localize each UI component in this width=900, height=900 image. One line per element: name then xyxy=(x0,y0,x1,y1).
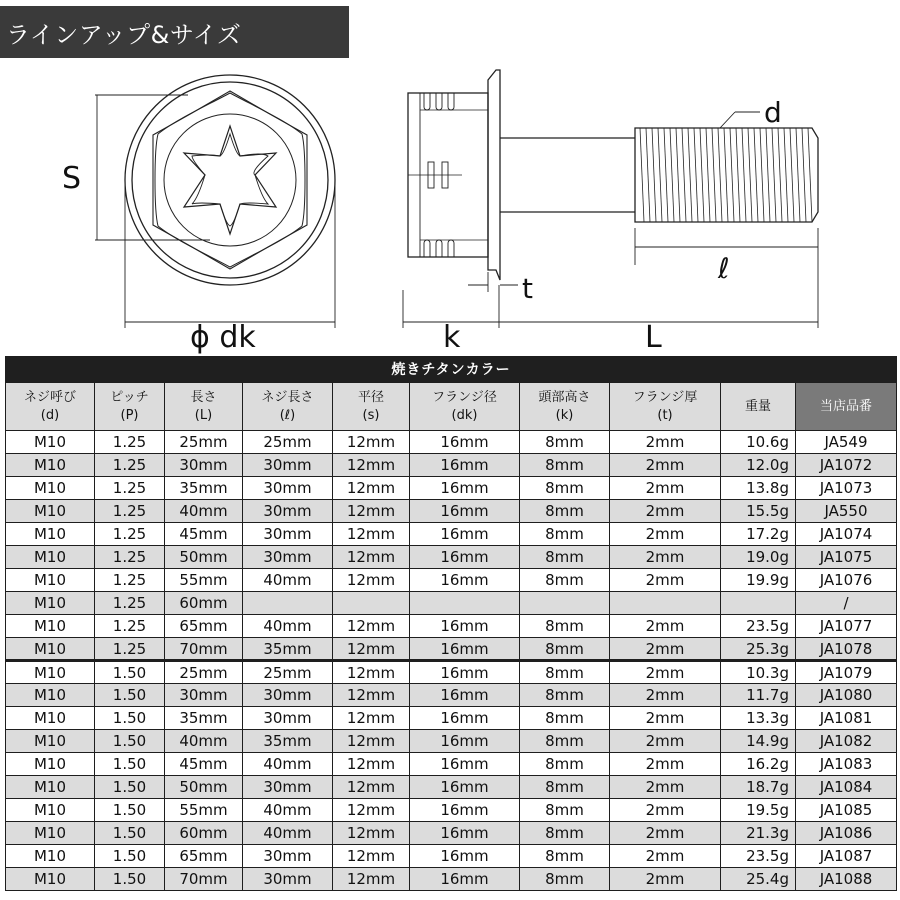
bolt-dimension-diagram xyxy=(0,60,900,356)
table-cell: JA1072 xyxy=(796,454,897,477)
thread-line xyxy=(724,128,728,222)
table-cell: 30mm xyxy=(243,454,333,477)
table-cell: 1.25 xyxy=(95,615,165,638)
table-cell: JA549 xyxy=(796,431,897,454)
table-cell: 45mm xyxy=(165,753,243,776)
table-cell: 16mm xyxy=(410,707,520,730)
table-row xyxy=(6,776,897,799)
table-cell: 35mm xyxy=(165,477,243,500)
table-cell: 10.3g xyxy=(721,661,796,684)
table-cell: M10 xyxy=(6,845,95,868)
thread-line xyxy=(682,128,686,222)
thread-line xyxy=(742,128,746,222)
table-cell: 16mm xyxy=(410,454,520,477)
table-row xyxy=(6,454,897,477)
table-cell: 2mm xyxy=(610,569,721,592)
table-row xyxy=(6,523,897,546)
table-cell: 55mm xyxy=(165,569,243,592)
table-cell: M10 xyxy=(6,753,95,776)
table-cell: 16mm xyxy=(410,753,520,776)
column-header xyxy=(95,383,165,431)
table-cell: 8mm xyxy=(520,776,610,799)
table-cell: 35mm xyxy=(243,638,333,661)
table-cell: 8mm xyxy=(520,638,610,661)
table-cell: 8mm xyxy=(520,661,610,684)
table-cell: 40mm xyxy=(243,615,333,638)
table-cell: 35mm xyxy=(243,730,333,753)
table-cell: 8mm xyxy=(520,868,610,891)
table-cell: 1.50 xyxy=(95,868,165,891)
table-cell: M10 xyxy=(6,454,95,477)
table-cell: 12mm xyxy=(333,454,410,477)
spec-table xyxy=(5,356,897,891)
thread-line xyxy=(658,128,662,222)
table-cell: 1.25 xyxy=(95,431,165,454)
table-row xyxy=(6,730,897,753)
table-cell: 2mm xyxy=(610,776,721,799)
thread-line xyxy=(676,128,680,222)
table-row xyxy=(6,546,897,569)
table-cell: 16mm xyxy=(410,523,520,546)
column-header-label: フランジ厚 xyxy=(632,389,698,405)
table-cell: 16mm xyxy=(410,546,520,569)
label-d: d xyxy=(764,96,782,129)
table-cell: 1.50 xyxy=(95,707,165,730)
table-cell: 16mm xyxy=(410,730,520,753)
table-cell: 8mm xyxy=(520,477,610,500)
table-cell: 25mm xyxy=(243,431,333,454)
column-header xyxy=(410,383,520,431)
table-cell: 16mm xyxy=(410,431,520,454)
thread-line xyxy=(670,128,674,222)
thread-line xyxy=(802,128,806,222)
table-cell: 13.3g xyxy=(721,707,796,730)
table-cell: 12mm xyxy=(333,753,410,776)
table-cell: 16mm xyxy=(410,776,520,799)
table-cell: M10 xyxy=(6,684,95,707)
thread-line xyxy=(736,128,740,222)
column-header xyxy=(165,383,243,431)
table-cell: 60mm xyxy=(165,822,243,845)
table-cell: 2mm xyxy=(610,707,721,730)
thread-line xyxy=(784,128,788,222)
table-cell: JA1075 xyxy=(796,546,897,569)
table-cell: 1.50 xyxy=(95,730,165,753)
table-cell: 12mm xyxy=(333,661,410,684)
table-cell: 15.5g xyxy=(721,500,796,523)
table-row xyxy=(6,661,897,684)
table-cell: / xyxy=(796,592,897,615)
thread-line xyxy=(718,128,722,222)
table-cell: 16mm xyxy=(410,822,520,845)
table-cell xyxy=(721,592,796,615)
column-header-label: 当店品番 xyxy=(819,398,872,414)
table-cell: M10 xyxy=(6,569,95,592)
table-cell: 1.50 xyxy=(95,684,165,707)
column-header xyxy=(610,383,721,431)
table-cell: 12.0g xyxy=(721,454,796,477)
label-s: S xyxy=(62,161,82,196)
table-cell: 70mm xyxy=(165,868,243,891)
thread-line xyxy=(688,128,692,222)
table-cell: 16mm xyxy=(410,477,520,500)
table-cell: 16mm xyxy=(410,569,520,592)
table-cell: M10 xyxy=(6,500,95,523)
column-header-symbol: (ℓ) xyxy=(279,407,296,423)
table-cell: 30mm xyxy=(243,684,333,707)
thread-line xyxy=(778,128,782,222)
table-cell: 19.5g xyxy=(721,799,796,822)
thread-line xyxy=(664,128,668,222)
table-cell: JA1074 xyxy=(796,523,897,546)
table-cell: 40mm xyxy=(165,500,243,523)
table-cell: 1.50 xyxy=(95,776,165,799)
table-cell: 12mm xyxy=(333,776,410,799)
table-cell: 25mm xyxy=(243,661,333,684)
column-header xyxy=(6,383,95,431)
table-cell: 8mm xyxy=(520,500,610,523)
label-dk: ϕ dk xyxy=(190,320,256,355)
bolt-drawing xyxy=(0,60,900,356)
table-cell: 40mm xyxy=(243,753,333,776)
bolt-head-top-view xyxy=(95,75,335,328)
table-cell: 12mm xyxy=(333,822,410,845)
column-header xyxy=(796,383,897,431)
column-header-label: ピッチ xyxy=(110,389,149,405)
column-header-symbol: (s) xyxy=(362,407,380,423)
table-cell: 16mm xyxy=(410,500,520,523)
table-cell: 2mm xyxy=(610,477,721,500)
table-cell: JA1084 xyxy=(796,776,897,799)
table-cell: 14.9g xyxy=(721,730,796,753)
table-cell: 16mm xyxy=(410,799,520,822)
table-cell: JA1088 xyxy=(796,868,897,891)
thread-line xyxy=(700,128,704,222)
table-cell: 30mm xyxy=(243,845,333,868)
table-cell: 12mm xyxy=(333,799,410,822)
table-cell: M10 xyxy=(6,546,95,569)
table-row xyxy=(6,477,897,500)
table-cell: 2mm xyxy=(610,615,721,638)
table-row xyxy=(6,684,897,707)
table-cell: 40mm xyxy=(243,799,333,822)
table-cell: 25mm xyxy=(165,661,243,684)
table-cell: 1.50 xyxy=(95,753,165,776)
table-cell: 2mm xyxy=(610,822,721,845)
table-cell: 13.8g xyxy=(721,477,796,500)
table-cell: 2mm xyxy=(610,454,721,477)
column-header xyxy=(333,383,410,431)
table-cell xyxy=(610,592,721,615)
thread-line xyxy=(652,128,656,222)
table-cell: M10 xyxy=(6,730,95,753)
table-cell: 12mm xyxy=(333,477,410,500)
table-cell: 2mm xyxy=(610,684,721,707)
section-title: ラインアップ&サイズ xyxy=(6,20,242,49)
table-cell: 8mm xyxy=(520,684,610,707)
column-header-symbol: (k) xyxy=(555,407,574,423)
table-cell: 1.50 xyxy=(95,822,165,845)
table-cell: 40mm xyxy=(243,569,333,592)
table-cell: 2mm xyxy=(610,523,721,546)
table-cell: 40mm xyxy=(165,730,243,753)
column-header xyxy=(721,383,796,431)
table-cell: 50mm xyxy=(165,546,243,569)
table-row xyxy=(6,615,897,638)
table-cell: M10 xyxy=(6,868,95,891)
table-caption: 焼きチタンカラー xyxy=(6,357,897,383)
table-cell: 25mm xyxy=(165,431,243,454)
column-header-symbol: (dk) xyxy=(451,407,478,423)
thread-line xyxy=(760,128,764,222)
table-cell: 16.2g xyxy=(721,753,796,776)
table-cell: JA1082 xyxy=(796,730,897,753)
table-cell: 70mm xyxy=(165,638,243,661)
table-cell: 12mm xyxy=(333,615,410,638)
table-cell: 16mm xyxy=(410,845,520,868)
thread-line xyxy=(712,128,716,222)
column-header-label: ネジ呼び xyxy=(23,389,76,405)
table-cell: JA1076 xyxy=(796,569,897,592)
table-cell: 8mm xyxy=(520,845,610,868)
table-cell: 30mm xyxy=(243,546,333,569)
thread-line xyxy=(754,128,758,222)
column-header-symbol: (P) xyxy=(120,407,139,423)
thread-line xyxy=(706,128,710,222)
table-cell: 2mm xyxy=(610,799,721,822)
thread-pitch-lines xyxy=(640,128,812,222)
table-cell xyxy=(410,592,520,615)
thread-line xyxy=(766,128,770,222)
table-cell: 12mm xyxy=(333,845,410,868)
table-cell: 1.50 xyxy=(95,799,165,822)
table-cell: 30mm xyxy=(243,868,333,891)
table-row xyxy=(6,822,897,845)
table-cell: 1.25 xyxy=(95,638,165,661)
table-cell: 1.50 xyxy=(95,661,165,684)
table-cell: JA1087 xyxy=(796,845,897,868)
bolt-side-view xyxy=(408,70,818,280)
table-cell: 19.0g xyxy=(721,546,796,569)
table-cell: 1.25 xyxy=(95,500,165,523)
table-row xyxy=(6,569,897,592)
table-cell: 1.25 xyxy=(95,477,165,500)
table-cell: 8mm xyxy=(520,730,610,753)
table-row xyxy=(6,868,897,891)
thread-line xyxy=(640,128,644,222)
table-cell: 8mm xyxy=(520,615,610,638)
table-cell: 1.25 xyxy=(95,569,165,592)
table-cell: JA1078 xyxy=(796,638,897,661)
table-cell: 12mm xyxy=(333,730,410,753)
table-cell: M10 xyxy=(6,822,95,845)
table-cell: 2mm xyxy=(610,868,721,891)
table-cell: 8mm xyxy=(520,707,610,730)
table-cell: 8mm xyxy=(520,799,610,822)
table-row xyxy=(6,845,897,868)
label-k: k xyxy=(443,320,461,355)
column-header-label: 重量 xyxy=(744,398,771,414)
table-cell: 55mm xyxy=(165,799,243,822)
label-L: L xyxy=(645,320,662,355)
table-cell: 21.3g xyxy=(721,822,796,845)
table-cell: 2mm xyxy=(610,845,721,868)
table-cell: 8mm xyxy=(520,569,610,592)
table-row xyxy=(6,431,897,454)
table-cell: 30mm xyxy=(243,477,333,500)
table-row xyxy=(6,753,897,776)
table-cell: 65mm xyxy=(165,615,243,638)
thread-line xyxy=(694,128,698,222)
table-cell: 1.25 xyxy=(95,546,165,569)
table-cell: 2mm xyxy=(610,431,721,454)
table-cell: JA1085 xyxy=(796,799,897,822)
table-cell: 2mm xyxy=(610,753,721,776)
table-cell xyxy=(333,592,410,615)
table-cell: 23.5g xyxy=(721,845,796,868)
table-header-row xyxy=(6,383,897,431)
table-cell: 30mm xyxy=(243,707,333,730)
table-cell: M10 xyxy=(6,431,95,454)
table-cell: 19.9g xyxy=(721,569,796,592)
thread-line xyxy=(772,128,776,222)
table-cell: 25.3g xyxy=(721,638,796,661)
table-body xyxy=(6,431,897,891)
column-header-label: ネジ長さ xyxy=(261,389,314,405)
column-header-label: 平径 xyxy=(357,389,384,405)
table-cell: 18.7g xyxy=(721,776,796,799)
table-cell: 16mm xyxy=(410,868,520,891)
table-cell: 50mm xyxy=(165,776,243,799)
table-cell: 2mm xyxy=(610,500,721,523)
table-cell: 25.4g xyxy=(721,868,796,891)
table-cell: JA1083 xyxy=(796,753,897,776)
table-cell: 12mm xyxy=(333,707,410,730)
table-cell: JA1077 xyxy=(796,615,897,638)
table-cell: 12mm xyxy=(333,684,410,707)
table-cell: 16mm xyxy=(410,615,520,638)
table-cell: M10 xyxy=(6,707,95,730)
table-cell: JA550 xyxy=(796,500,897,523)
table-cell: 8mm xyxy=(520,546,610,569)
table-cell: 65mm xyxy=(165,845,243,868)
column-header-label: 長さ xyxy=(190,389,217,405)
table-cell: JA1079 xyxy=(796,661,897,684)
column-header-symbol: (t) xyxy=(657,407,673,423)
section-title-banner xyxy=(0,6,349,58)
table-row xyxy=(6,707,897,730)
table-cell: 60mm xyxy=(165,592,243,615)
thread-line xyxy=(748,128,752,222)
table-cell: 1.50 xyxy=(95,845,165,868)
table-cell: JA1086 xyxy=(796,822,897,845)
thread-line xyxy=(730,128,734,222)
thread-line xyxy=(796,128,800,222)
table-cell: 40mm xyxy=(243,822,333,845)
table-cell: M10 xyxy=(6,776,95,799)
table-cell: 16mm xyxy=(410,661,520,684)
label-l: ℓ xyxy=(718,252,730,285)
table-cell: 12mm xyxy=(333,500,410,523)
table-cell xyxy=(243,592,333,615)
column-header xyxy=(520,383,610,431)
table-cell: JA1080 xyxy=(796,684,897,707)
table-cell: 30mm xyxy=(243,523,333,546)
table-cell: 2mm xyxy=(610,546,721,569)
table-cell: M10 xyxy=(6,615,95,638)
table-cell: 16mm xyxy=(410,638,520,661)
table-row xyxy=(6,500,897,523)
table-cell: 16mm xyxy=(410,684,520,707)
table-row xyxy=(6,799,897,822)
table-cell: JA1073 xyxy=(796,477,897,500)
table-cell: M10 xyxy=(6,477,95,500)
table-cell: JA1081 xyxy=(796,707,897,730)
table-cell: 11.7g xyxy=(721,684,796,707)
table-cell: 30mm xyxy=(243,776,333,799)
table-cell xyxy=(520,592,610,615)
table-row xyxy=(6,638,897,661)
table-cell: 12mm xyxy=(333,638,410,661)
table-cell: 12mm xyxy=(333,868,410,891)
table-cell: 23.5g xyxy=(721,615,796,638)
column-header-symbol: (d) xyxy=(40,407,60,423)
table-cell: 1.25 xyxy=(95,523,165,546)
table-cell: 8mm xyxy=(520,822,610,845)
table-cell: 2mm xyxy=(610,730,721,753)
table-cell: 35mm xyxy=(165,707,243,730)
table-cell: 1.25 xyxy=(95,454,165,477)
table-cell: 12mm xyxy=(333,569,410,592)
table-cell: 12mm xyxy=(333,431,410,454)
table-cell: 1.25 xyxy=(95,592,165,615)
table-cell: 8mm xyxy=(520,753,610,776)
table-cell: 12mm xyxy=(333,523,410,546)
table-cell: 30mm xyxy=(165,454,243,477)
table-cell: M10 xyxy=(6,638,95,661)
table-cell: 10.6g xyxy=(721,431,796,454)
table-cell: 8mm xyxy=(520,431,610,454)
column-header-label: フランジ径 xyxy=(432,389,497,405)
table-cell: 8mm xyxy=(520,454,610,477)
column-header xyxy=(243,383,333,431)
table-cell: M10 xyxy=(6,799,95,822)
label-t: t xyxy=(522,272,533,305)
thread-line xyxy=(790,128,794,222)
table-cell: M10 xyxy=(6,661,95,684)
column-header-label: 頭部高さ xyxy=(538,389,591,405)
table-cell: 30mm xyxy=(243,500,333,523)
thread-line xyxy=(646,128,650,222)
table-row xyxy=(6,592,897,615)
table-cell: 17.2g xyxy=(721,523,796,546)
table-cell: M10 xyxy=(6,523,95,546)
table-cell: 12mm xyxy=(333,546,410,569)
table-cell: 45mm xyxy=(165,523,243,546)
thread-line xyxy=(808,128,812,222)
table-cell: M10 xyxy=(6,592,95,615)
table-cell: 2mm xyxy=(610,638,721,661)
table-cell: 30mm xyxy=(165,684,243,707)
table-cell: 2mm xyxy=(610,661,721,684)
column-header-symbol: (L) xyxy=(194,407,213,423)
table-cell: 8mm xyxy=(520,523,610,546)
